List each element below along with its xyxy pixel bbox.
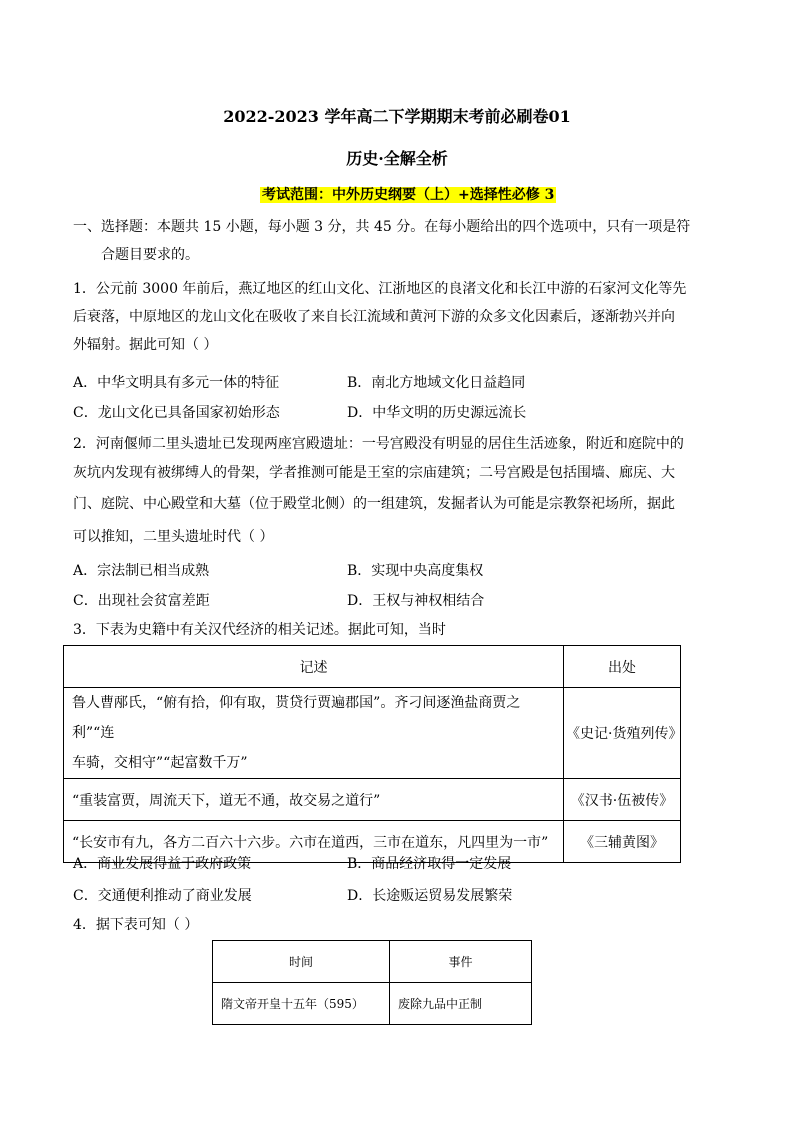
exam-scope [260,184,556,204]
table-cell-time: 隋文帝开皇十五年（595） [213,983,390,1025]
table-row [64,779,681,821]
document-title: 2022-2023 学年高二下学期期末考前必刷卷01 [223,107,571,126]
q2-option-c: C．出现社会贫富差距 [73,593,210,609]
q3-option-c: C．交通便利推动了商业发展 [73,888,252,904]
table-cell-record: “长安市有九，各方二百六十六步。六市在道西，三市在道东，凡四里为一市” [64,821,564,863]
q1-stem-line3: 外辐射。据此可知（ ） [73,337,218,353]
table-row [64,688,681,779]
q2-option-b: B．实现中央高度集权 [347,563,484,579]
table-header-time: 时间 [213,941,390,983]
q3-option-a: A．商业发展得益于政府政策 [73,856,252,872]
section-instructions-line2: 合题目要求的。 [101,247,199,263]
q1-option-b: B．南北方地域文化日益趋同 [347,375,526,391]
q2-stem-line2: 灰坑内发现有被绑缚人的骨架，学者推测可能是王室的宗庙建筑；二号宫殿是包括围墙、廊庑、大 [73,465,675,481]
table-header-event: 事件 [390,941,532,983]
table-cell-source: 《汉书·伍被传》 [564,779,681,821]
table-row [213,983,532,1025]
section-instructions-line1: 一、选择题：本题共 15 小题，每小题 3 分，共 45 分。在每小题给出的四个选项中，只有一项是符 [73,219,691,235]
record-line2: 车骑，交相守”“起富数千万” [72,755,248,771]
table-header-row [213,941,532,983]
table-header-record: 记述 [64,646,564,688]
exam-scope-text: 考试范围：中外历史纲要（上）+选择性必修 3 [262,187,555,203]
q1-stem-line1: 1．公元前 3000 年前后，燕辽地区的红山文化、江浙地区的良渚文化和长江中游的石家河文化等先 [73,281,687,297]
table-cell-record [64,688,564,779]
q2-stem-line4: 可以推知，二里头遗址时代（ ） [73,529,274,545]
q2-stem-line1: 2．河南偃师二里头遗址已发现两座宫殿遗址：一号宫殿没有明显的居住生活迹象，附近和庭院中的 [73,436,684,452]
record-line1: 鲁人曹邴氏，“俯有拾，仰有取，贳贷行贾遍郡国”。齐刁间逐渔盐商贾之利”“连 [72,695,521,741]
table-cell-source: 《史记·货殖列传》 [564,688,681,779]
q3-stem: 3．下表为史籍中有关汉代经济的相关记述。据此可知，当时 [73,622,446,638]
table-cell-source: 《三辅黄图》 [564,821,681,863]
q4-stem: 4．据下表可知（ ） [73,917,199,933]
q2-option-d: D．王权与神权相结合 [347,593,485,609]
q3-option-d: D．长途贩运贸易发展繁荣 [347,888,513,904]
q2-stem-line3: 门、庭院、中心殿堂和大墓（位于殿堂北侧）的一组建筑，发掘者认为可能是宗教祭祀场所，据此 [73,496,675,512]
q4-table [212,940,532,1025]
table-cell-event: 废除九品中正制 [390,983,532,1025]
q1-option-c: C．龙山文化已具备国家初始形态 [73,405,280,421]
q3-table [63,645,681,863]
q1-stem-line2: 后衰落，中原地区的龙山文化在吸收了来自长江流域和黄河下游的众多文化因素后，逐渐勃兴并向 [73,309,675,325]
table-header-row [64,646,681,688]
q1-option-a: A．中华文明具有多元一体的特征 [73,375,280,391]
table-cell-record: “重装富贾，周流天下，道无不通，故交易之道行” [64,779,564,821]
q1-option-d: D．中华文明的历史源远流长 [347,405,527,421]
document-subtitle: 历史·全解全析 [346,149,448,168]
q3-option-b: B．商品经济取得一定发展 [347,856,512,872]
q2-option-a: A．宗法制已相当成熟 [73,563,210,579]
table-header-source: 出处 [564,646,681,688]
